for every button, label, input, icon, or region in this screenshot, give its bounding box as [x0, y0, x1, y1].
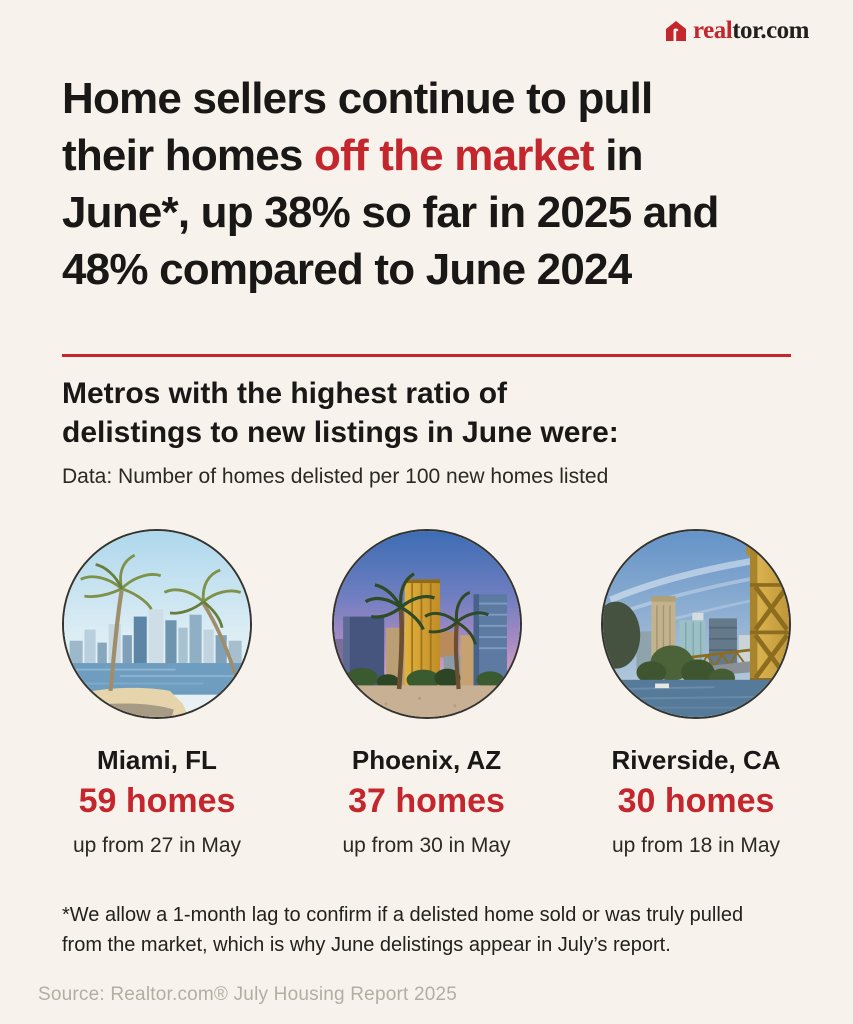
- metro-city-label: Riverside, CA: [611, 745, 781, 775]
- headline-line-1: Home sellers continue to pull: [62, 74, 653, 123]
- metro-count-value: 59 homes: [78, 782, 236, 820]
- data-note: Data: Number of homes delisted per 100 new homes listed: [62, 465, 609, 488]
- metro-column-riverside: [601, 529, 791, 858]
- realtor-logo: [664, 18, 809, 43]
- metro-column-phoenix: [332, 529, 522, 858]
- headline-line-2: their homes off the market in: [62, 131, 643, 180]
- phoenix-ground: [334, 685, 520, 717]
- metro-city-label: Phoenix, AZ: [351, 745, 502, 775]
- realtor-logo-wordmark: [693, 18, 809, 43]
- metro-change-note: up from 30 in May: [342, 834, 511, 857]
- headline-line-4: 48% compared to June 2024: [62, 245, 632, 294]
- riverside-bridge-tower: [746, 544, 789, 697]
- metro-column-miami: [62, 529, 252, 858]
- content-column: [0, 70, 853, 960]
- footnote: [62, 900, 791, 960]
- headline-highlight: off the market: [314, 131, 594, 180]
- headline: [62, 70, 791, 298]
- footnote-line-2: from the market, which is why June delistings appear in July’s report.: [62, 934, 671, 956]
- riverside-bridge-photo: [601, 529, 791, 719]
- metro-change-note: up from 27 in May: [72, 834, 242, 857]
- red-divider: [62, 354, 791, 357]
- metro-change-note: up from 18 in May: [611, 834, 781, 857]
- logo-text-torcom: tor.com: [732, 17, 809, 44]
- phoenix-scene: [334, 531, 520, 717]
- headline-line-3: June*, up 38% so far in 2025 and: [62, 188, 719, 237]
- phoenix-skyline-photo: [332, 529, 522, 719]
- metro-count-value: 30 homes: [617, 782, 775, 820]
- source-credit: Source: Realtor.com® July Housing Report 2025: [38, 984, 458, 1005]
- riverside-scene: [603, 531, 789, 717]
- subheading-line-1: Metros with the highest ratio of: [62, 377, 508, 410]
- subheading: [62, 374, 791, 452]
- subheading-line-2: delistings to new listings in June were:: [62, 416, 619, 449]
- riverside-water: [603, 680, 789, 717]
- miami-scene: [64, 531, 250, 717]
- miami-skyline-photo: [62, 529, 252, 719]
- miami-beach: [64, 688, 189, 717]
- logo-text-real: real: [693, 17, 733, 44]
- metro-city-label: Miami, FL: [97, 745, 217, 775]
- metros-row: [62, 529, 791, 858]
- footnote-line-1: *We allow a 1-month lag to confirm if a delisted home sold or was truly pulled: [62, 904, 744, 926]
- metro-count-value: 37 homes: [348, 782, 505, 820]
- realtor-house-icon: [664, 20, 688, 42]
